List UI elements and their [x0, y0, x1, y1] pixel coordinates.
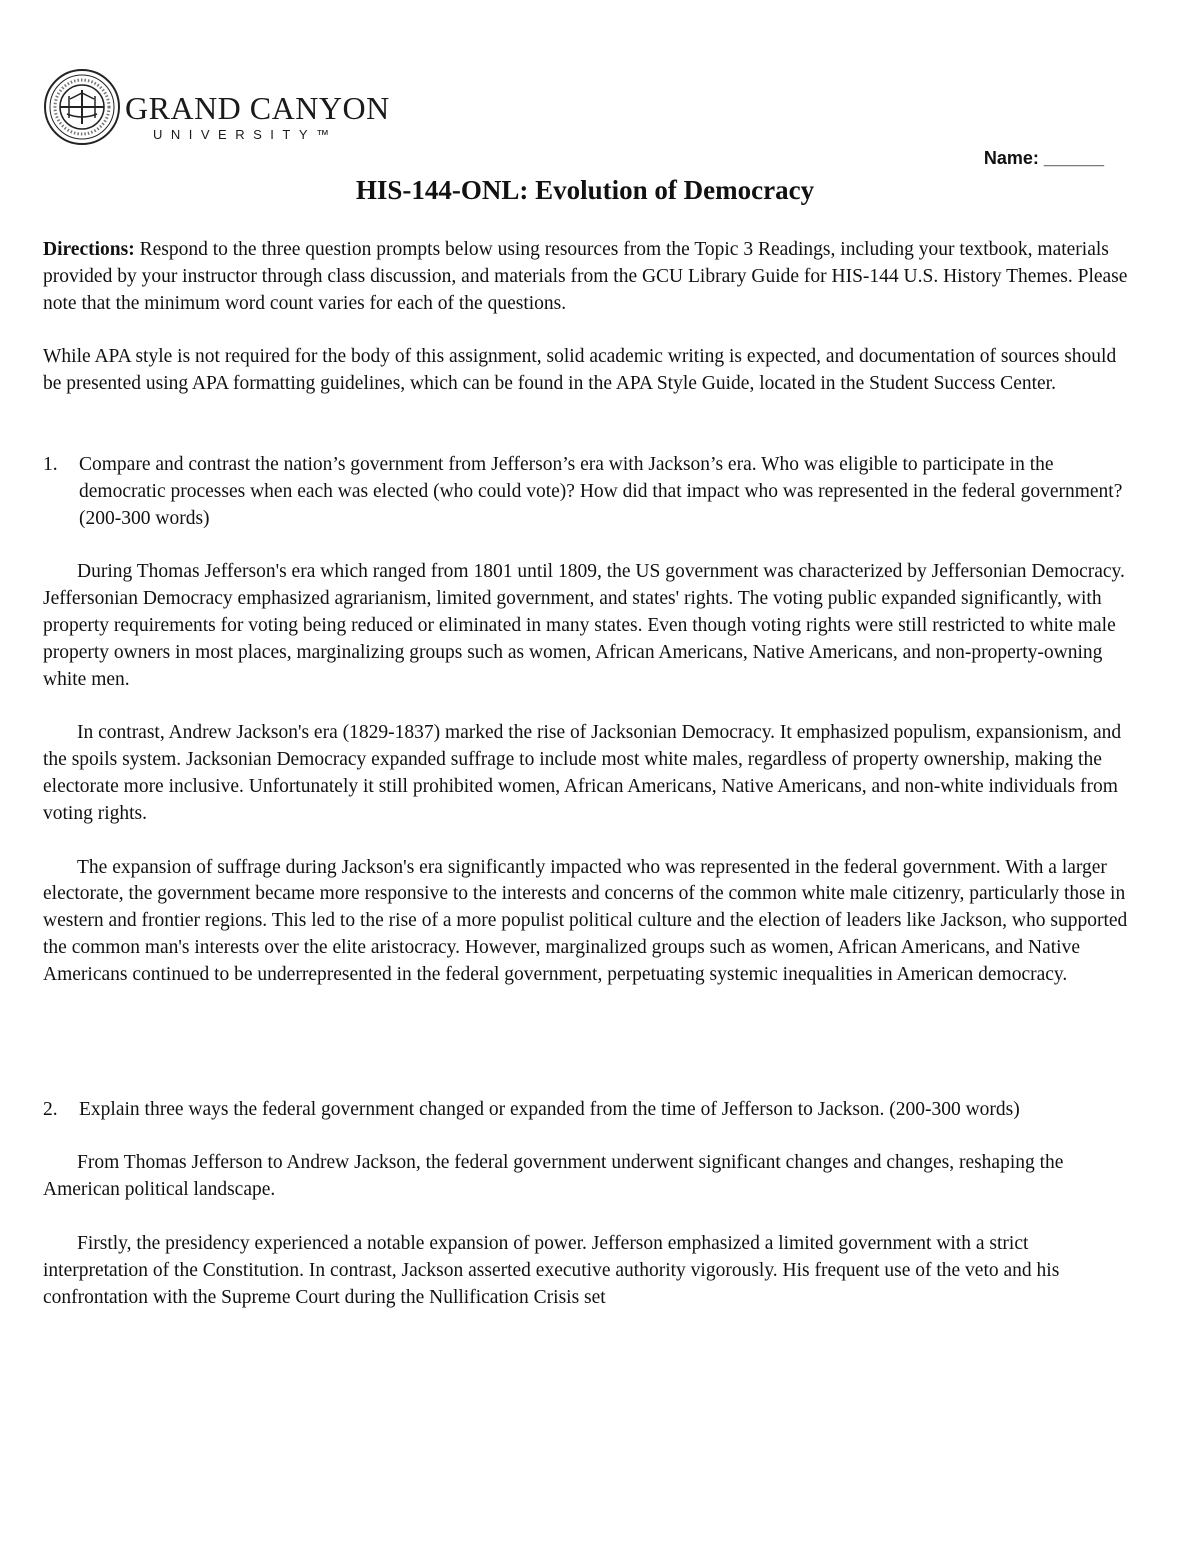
answer-paragraph: The expansion of suffrage during Jackson's era significantly impacted who was represented in the federal government. With a larger electorate, the government became more responsive to the interests and concerns of the common white male citizenry, particularly those in western and frontier regions. This led to the rise of a more populist political culture and the election of leaders like Jackson, who supported the common man's interests over the elite aristocracy. However, marginalized groups such as women, African Americans, and Native Americans continued to be underrepresented in the federal government, perpetuating systemic inequalities in American democracy.: [43, 856, 1128, 985]
university-logo: [43, 68, 390, 148]
document-body: [43, 237, 1133, 1311]
name-field: Name: ______: [983, 148, 1104, 168]
apa-note-paragraph: While APA style is not required for the body of this assignment, solid academic writing is expected, and documentation of sources should be presented using APA formatting guidelines, which can be found in the APA Style Guide, located in the Student Success Center.: [43, 346, 1117, 395]
directions-paragraph: [43, 237, 1133, 317]
answer-paragraph: During Thomas Jefferson's era which ranged from 1801 until 1809, the US government was characterized by Jeffersonian Democracy. Jeffersonian Democracy emphasized agrarianism, limited government, and states' rights. The voting public expanded significantly, with property requirements for voting being reduced or eliminated in many states. Even though voting rights were still restricted to white male property owners in most places, marginalizing groups such as women, African Americans, Native Americans, and non-property-owning white men.: [43, 561, 1125, 690]
logo-text-line1: GRAND CANYON: [125, 90, 390, 126]
question-prompt: Compare and contrast the nation’s government from Jefferson’s era with Jackson’s era. Who was eligible to participate in the democratic processes when each was elected (who could vote)? How did that impact who was represented in the federal government? (200-300 words): [79, 453, 1123, 529]
question-1: [43, 452, 1133, 532]
question-number: 1.: [43, 453, 58, 475]
university-seal-icon: [43, 68, 121, 146]
logo-text-line2: UNIVERSITY: [153, 127, 317, 142]
logo-wordmark: [125, 92, 390, 143]
answer-paragraph: Firstly, the presidency experienced a notable expansion of power. Jefferson emphasized a limited government with a strict interpretation of the Constitution. In contrast, Jackson asserted executive authority vigorously. His frequent use of the veto and his confrontation with the Supreme Court during the Nullification Crisis set: [43, 1232, 1060, 1308]
logo-trademark: ™: [316, 127, 338, 142]
document-title: HIS-144-ONL: Evolution of Democracy: [355, 175, 815, 205]
question-2: [43, 1097, 1133, 1124]
question-prompt: Explain three ways the federal government changed or expanded from the time of Jefferson to Jackson. (200-300 words): [79, 1098, 1020, 1120]
answer-paragraph: From Thomas Jefferson to Andrew Jackson, the federal government underwent significant changes and changes, reshaping the American political landscape.: [43, 1152, 1064, 1201]
question-number: 2.: [43, 1098, 58, 1120]
directions-label: Directions:: [43, 239, 135, 260]
answer-paragraph: In contrast, Andrew Jackson's era (1829-1837) marked the rise of Jacksonian Democracy. It emphasized populism, expansionism, and the spoils system. Jacksonian Democracy expanded suffrage to include most white males, regardless of property ownership, making the electorate more inclusive. Unfortunately it still prohibited women, African Americans, Native Americans, and non-white individuals from voting rights.: [43, 722, 1122, 824]
directions-text: Respond to the three question prompts below using resources from the Topic 3 Readings, including your textbook, materials provided by your instructor through class discussion, and materials from the GCU Library Guide for HIS-144 U.S. History Themes. Please note that the minimum word count varies for each of the questions.: [43, 239, 1128, 314]
